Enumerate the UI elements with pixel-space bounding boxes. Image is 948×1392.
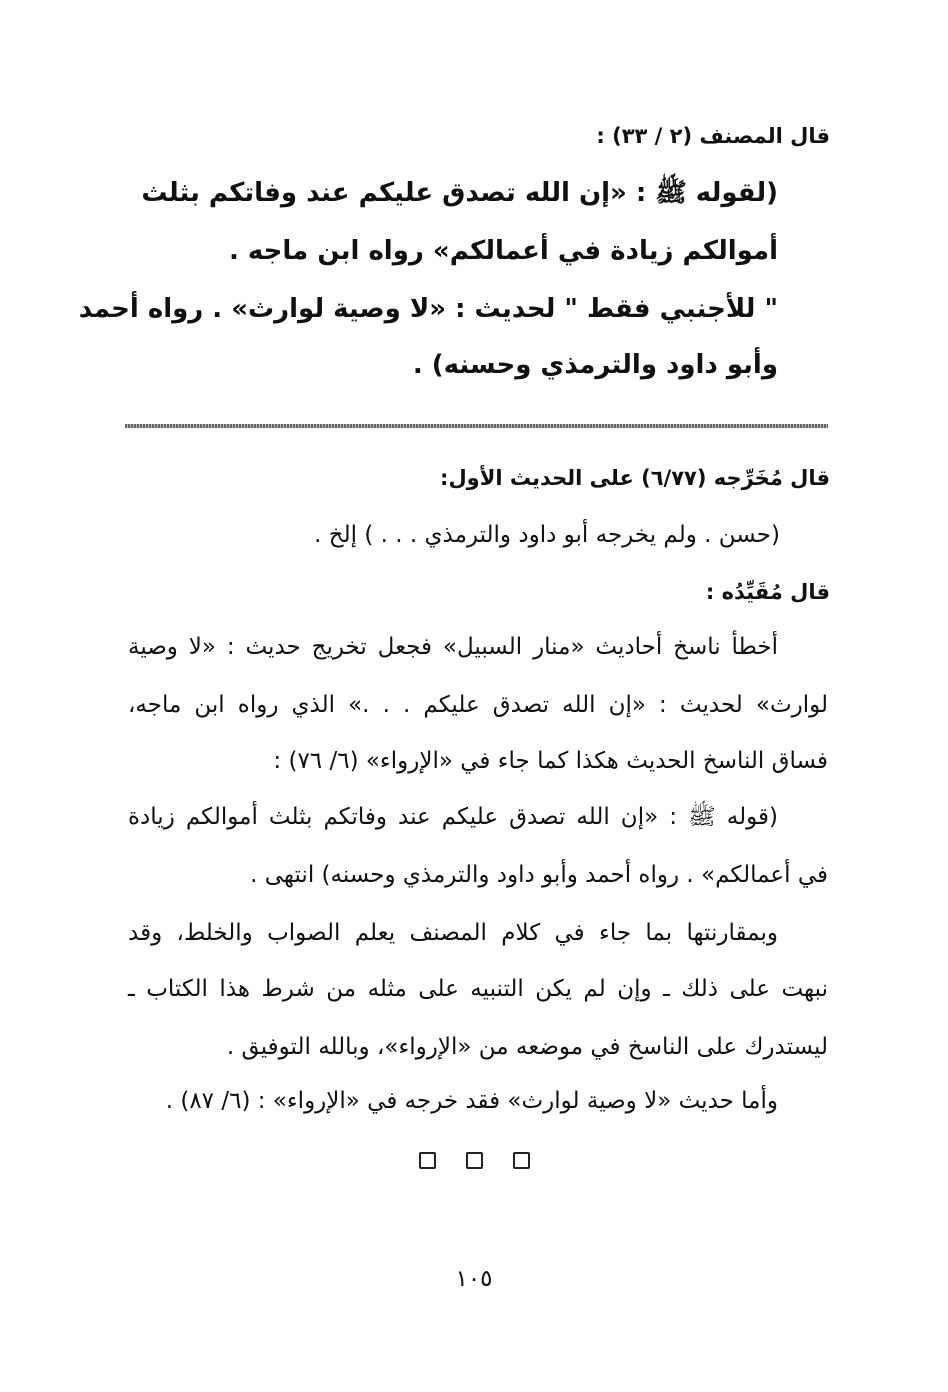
author-heading: قال المصنف (٢ / ٣٣) : <box>596 124 830 148</box>
author-quote-line-2: أموالكم زيادة في أعمالكم» رواه ابن ماجه . <box>228 236 778 266</box>
muqayyid-line-8: ليستدرك على الناسخ في موضعه من «الإرواء»، وبالله التوفيق . <box>226 1034 828 1060</box>
section-divider <box>125 424 828 428</box>
takhrij-text: (حسن . ولم يخرجه أبو داود والترمذي . . . ) إلخ . <box>314 522 780 548</box>
square-mark-icon <box>419 1152 436 1169</box>
takhrij-heading: قال مُخَرِّجه (٦/٧٧) على الحديث الأول: <box>440 466 830 490</box>
muqayyid-line-6: وبمقارنتها بما جاء في كلام المصنف يعلم الصواب والخلط، وقد <box>128 920 778 946</box>
muqayyid-line-5: في أعمالكم» . رواه أحمد وأبو داود والترمذي وحسنه) انتهى . <box>250 862 828 888</box>
muqayyid-heading: قال مُقَيِّدُه : <box>705 580 830 604</box>
square-mark-icon <box>466 1152 483 1169</box>
page-number: ١٠٥ <box>455 1266 493 1292</box>
section-end-marks <box>0 1152 948 1173</box>
muqayyid-line-1: أخطأ ناسخ أحاديث «منار السبيل» فجعل تخريج حديث : «لا وصية <box>128 634 778 660</box>
author-quote-line-4: وأبو داود والترمذي وحسنه) . <box>412 350 778 380</box>
muqayyid-line-2: لوارث» لحديث : «إن الله تصدق عليكم . . .» الذي رواه ابن ماجه، <box>128 692 828 718</box>
muqayyid-line-3: فساق الناسخ الحديث هكذا كما جاء في «الإرواء» (٦/ ٧٦) : <box>273 748 828 774</box>
muqayyid-line-7: نبهت على ذلك ـ وإن لم يكن التنبيه على مثله من شرط هذا الكتاب ـ <box>128 976 828 1002</box>
author-quote-line-1: (لقوله ﷺ : «إن الله تصدق عليكم عند وفاتكم بثلث <box>141 178 778 208</box>
muqayyid-line-4: (قوله ﷺ : «إن الله تصدق عليكم عند وفاتكم بثلث أموالكم زيادة <box>128 804 778 830</box>
author-quote-line-3: " للأجنبي فقط " لحديث : «لا وصية لوارث» . رواه أحمد <box>78 294 778 324</box>
muqayyid-line-9: وأما حديث «لا وصية لوارث» فقد خرجه في «الإرواء» : (٦/ ٨٧) . <box>165 1088 778 1114</box>
square-mark-icon <box>513 1152 530 1169</box>
